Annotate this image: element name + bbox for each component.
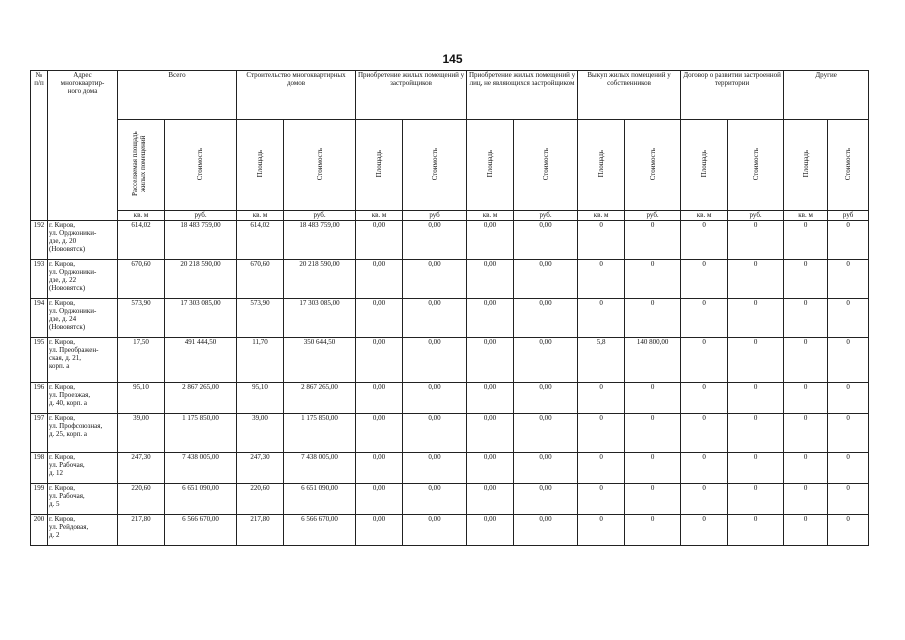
unit-label: руб.	[284, 211, 356, 221]
row-value-cell: 95,10	[118, 383, 165, 414]
row-value-cell: 0	[681, 338, 728, 383]
row-value-cell: 0	[828, 414, 869, 453]
row-value-cell: 0	[728, 414, 784, 453]
row-value-cell: 0,00	[514, 260, 578, 299]
unit-label: кв. м	[467, 211, 514, 221]
row-value-cell: 573,90	[237, 299, 284, 338]
row-value-cell: 0,00	[403, 484, 467, 515]
row-value-cell: 0,00	[403, 383, 467, 414]
row-value-cell: 0,00	[467, 221, 514, 260]
row-address: г. Киров, ул. Профсоюзная, д. 25, корп. а	[48, 414, 118, 453]
resettlement-table	[30, 70, 869, 546]
row-value-cell: 0	[728, 383, 784, 414]
row-value-cell: 0,00	[356, 299, 403, 338]
unit-label: кв. м	[784, 211, 828, 221]
row-value-cell: 0	[784, 484, 828, 515]
row-value-cell: 20 218 590,00	[284, 260, 356, 299]
row-number: 197	[31, 414, 48, 453]
header-group-development-contract: Договор о развитии застроенной территории	[681, 71, 784, 120]
row-value-cell: 614,02	[118, 221, 165, 260]
row-value-cell: 614,02	[237, 221, 284, 260]
subheader-cost: Стоимость	[403, 120, 467, 211]
header-group-other: Другие	[784, 71, 869, 120]
row-value-cell: 0,00	[467, 515, 514, 546]
unit-label: руб.	[514, 211, 578, 221]
row-address: г. Киров, ул. Орджоники- дзе, д. 24 (Нововятск)	[48, 299, 118, 338]
table-row	[31, 383, 869, 414]
row-value-cell: 1 175 850,00	[165, 414, 237, 453]
row-value-cell: 39,00	[237, 414, 284, 453]
row-value-cell: 0,00	[467, 299, 514, 338]
row-value-cell: 491 444,50	[165, 338, 237, 383]
row-value-cell: 39,00	[118, 414, 165, 453]
header-num: № п/п	[31, 71, 48, 221]
row-value-cell: 0	[681, 453, 728, 484]
row-value-cell: 0,00	[514, 453, 578, 484]
row-address: г. Киров, ул. Рабочая, д. 5	[48, 484, 118, 515]
header-group-nondeveloper-purchase: Приобретение жилых помещений у лиц, не являющихся застройщиком	[467, 71, 578, 120]
row-value-cell: 0,00	[356, 338, 403, 383]
row-value-cell: 0,00	[356, 453, 403, 484]
unit-label: кв. м	[237, 211, 284, 221]
row-value-cell: 0,00	[403, 338, 467, 383]
row-value-cell: 0	[828, 299, 869, 338]
row-value-cell: 0	[784, 338, 828, 383]
row-number: 194	[31, 299, 48, 338]
row-value-cell: 0	[828, 221, 869, 260]
row-value-cell: 0,00	[514, 338, 578, 383]
row-value-cell: 0	[728, 299, 784, 338]
row-value-cell: 0	[625, 260, 681, 299]
row-value-cell: 0	[828, 515, 869, 546]
row-value-cell: 0	[625, 515, 681, 546]
row-address: г. Киров, ул. Проезжая, д. 40, корп. а	[48, 383, 118, 414]
row-value-cell: 0,00	[356, 383, 403, 414]
unit-label: руб.	[625, 211, 681, 221]
row-value-cell: 0	[784, 414, 828, 453]
row-address: г. Киров, ул. Рабочая, д. 12	[48, 453, 118, 484]
row-value-cell: 247,30	[237, 453, 284, 484]
row-value-cell: 0	[578, 221, 625, 260]
row-value-cell: 0,00	[356, 221, 403, 260]
row-value-cell: 0,00	[403, 260, 467, 299]
unit-label: кв. м	[118, 211, 165, 221]
row-value-cell: 0,00	[403, 414, 467, 453]
row-value-cell: 0	[681, 299, 728, 338]
row-value-cell: 11,70	[237, 338, 284, 383]
row-value-cell: 220,60	[237, 484, 284, 515]
row-value-cell: 0,00	[514, 414, 578, 453]
row-value-cell: 0	[728, 515, 784, 546]
table-row	[31, 221, 869, 260]
table-row	[31, 299, 869, 338]
row-address: г. Киров, ул. Рейдовая, д. 2	[48, 515, 118, 546]
row-value-cell: 0	[728, 221, 784, 260]
row-value-cell: 0,00	[467, 338, 514, 383]
row-value-cell: 140 800,00	[625, 338, 681, 383]
row-value-cell: 0	[828, 260, 869, 299]
row-value-cell: 217,80	[118, 515, 165, 546]
row-value-cell: 6 651 090,00	[165, 484, 237, 515]
header-address: Адрес многоквартир- ного дома	[48, 71, 118, 221]
row-value-cell: 0	[578, 515, 625, 546]
row-address: г. Киров, ул. Преображен- ская, д. 21, корп. а	[48, 338, 118, 383]
unit-label: руб.	[728, 211, 784, 221]
row-value-cell: 350 644,50	[284, 338, 356, 383]
subheader-area-resettled: Расселяемая площадь жилых помещений	[118, 120, 165, 211]
header-group-buyout: Выкуп жилых помещений у собственников	[578, 71, 681, 120]
unit-label: руб	[403, 211, 467, 221]
unit-label: кв. м	[681, 211, 728, 221]
row-value-cell: 0,00	[467, 484, 514, 515]
row-value-cell: 0,00	[514, 383, 578, 414]
row-value-cell: 0	[625, 383, 681, 414]
row-address: г. Киров, ул. Орджоники- дзе, д. 20 (Нововятск)	[48, 221, 118, 260]
row-value-cell: 0	[728, 484, 784, 515]
row-value-cell: 0	[681, 414, 728, 453]
table-row	[31, 484, 869, 515]
row-value-cell: 0	[728, 453, 784, 484]
row-number: 195	[31, 338, 48, 383]
row-value-cell: 18 483 759,00	[165, 221, 237, 260]
row-value-cell: 0	[828, 383, 869, 414]
subheader-area: Площадь	[784, 120, 828, 211]
row-value-cell: 20 218 590,00	[165, 260, 237, 299]
row-value-cell: 0,00	[403, 515, 467, 546]
row-value-cell: 0	[578, 383, 625, 414]
row-value-cell: 0	[625, 221, 681, 260]
row-value-cell: 17 303 085,00	[284, 299, 356, 338]
row-value-cell: 0	[681, 221, 728, 260]
row-value-cell: 0,00	[356, 515, 403, 546]
subheader-cost: Стоимость	[728, 120, 784, 211]
row-value-cell: 0	[728, 338, 784, 383]
row-value-cell: 0,00	[356, 484, 403, 515]
row-value-cell: 0	[578, 260, 625, 299]
row-value-cell: 0	[578, 453, 625, 484]
row-value-cell: 2 867 265,00	[284, 383, 356, 414]
row-value-cell: 0,00	[514, 484, 578, 515]
subheader-cost: Стоимость	[625, 120, 681, 211]
row-value-cell: 573,90	[118, 299, 165, 338]
row-value-cell: 0	[784, 221, 828, 260]
row-value-cell: 0	[625, 484, 681, 515]
subheader-cost: Стоимость	[514, 120, 578, 211]
row-value-cell: 0	[784, 299, 828, 338]
row-value-cell: 0	[578, 299, 625, 338]
row-value-cell: 18 483 759,00	[284, 221, 356, 260]
row-value-cell: 0	[681, 260, 728, 299]
row-value-cell: 0	[681, 383, 728, 414]
row-value-cell: 0,00	[514, 221, 578, 260]
row-number: 199	[31, 484, 48, 515]
row-value-cell: 0	[828, 484, 869, 515]
row-value-cell: 0,00	[356, 414, 403, 453]
row-value-cell: 0	[784, 515, 828, 546]
row-value-cell: 0	[578, 484, 625, 515]
row-value-cell: 17,50	[118, 338, 165, 383]
row-value-cell: 0	[625, 453, 681, 484]
unit-label: кв. м	[578, 211, 625, 221]
row-value-cell: 0	[784, 383, 828, 414]
row-value-cell: 0,00	[467, 453, 514, 484]
header-group-total: Всего	[118, 71, 237, 120]
row-value-cell: 6 566 670,00	[284, 515, 356, 546]
row-value-cell: 7 438 005,00	[165, 453, 237, 484]
subheader-area: Площадь	[681, 120, 728, 211]
row-value-cell: 0,00	[403, 453, 467, 484]
header-group-construction: Строительство многоквартирных домов	[237, 71, 356, 120]
row-number: 192	[31, 221, 48, 260]
row-value-cell: 0	[681, 484, 728, 515]
row-number: 200	[31, 515, 48, 546]
row-value-cell: 0,00	[514, 299, 578, 338]
row-number: 193	[31, 260, 48, 299]
row-value-cell: 670,60	[237, 260, 284, 299]
row-value-cell: 6 566 670,00	[165, 515, 237, 546]
row-value-cell: 217,80	[237, 515, 284, 546]
row-address: г. Киров, ул. Орджоники- дзе, д. 22 (Нововятск)	[48, 260, 118, 299]
row-value-cell: 0	[784, 453, 828, 484]
row-value-cell: 0,00	[403, 299, 467, 338]
subheader-area: Площадь	[237, 120, 284, 211]
table-row	[31, 338, 869, 383]
row-value-cell: 0	[728, 260, 784, 299]
subheader-area: Площадь	[467, 120, 514, 211]
row-value-cell: 0	[625, 299, 681, 338]
table-row	[31, 260, 869, 299]
row-value-cell: 247,30	[118, 453, 165, 484]
row-value-cell: 6 651 090,00	[284, 484, 356, 515]
row-value-cell: 0,00	[467, 383, 514, 414]
page-number: 145	[442, 52, 463, 66]
row-value-cell: 670,60	[118, 260, 165, 299]
unit-label: руб.	[165, 211, 237, 221]
row-value-cell: 0	[681, 515, 728, 546]
row-number: 196	[31, 383, 48, 414]
subheader-cost: Стоимость	[284, 120, 356, 211]
row-value-cell: 5,8	[578, 338, 625, 383]
unit-label: руб	[828, 211, 869, 221]
header-group-developer-purchase: Приобретение жилых помещений у застройщиков	[356, 71, 467, 120]
row-value-cell: 7 438 005,00	[284, 453, 356, 484]
subheader-area: Площадь	[578, 120, 625, 211]
table-row	[31, 515, 869, 546]
row-value-cell: 0,00	[467, 414, 514, 453]
subheader-cost: Стоимость	[828, 120, 869, 211]
row-value-cell: 0,00	[467, 260, 514, 299]
row-value-cell: 95,10	[237, 383, 284, 414]
row-value-cell: 1 175 850,00	[284, 414, 356, 453]
row-value-cell: 220,60	[118, 484, 165, 515]
row-value-cell: 17 303 085,00	[165, 299, 237, 338]
row-value-cell: 0	[625, 414, 681, 453]
row-value-cell: 0	[784, 260, 828, 299]
row-value-cell: 0	[828, 338, 869, 383]
row-value-cell: 2 867 265,00	[165, 383, 237, 414]
subheader-cost: Стоимость	[165, 120, 237, 211]
row-value-cell: 0,00	[356, 260, 403, 299]
row-number: 198	[31, 453, 48, 484]
subheader-area: Площадь	[356, 120, 403, 211]
row-value-cell: 0,00	[514, 515, 578, 546]
table-row	[31, 414, 869, 453]
row-value-cell: 0,00	[403, 221, 467, 260]
row-value-cell: 0	[828, 453, 869, 484]
unit-label: кв. м	[356, 211, 403, 221]
table-row	[31, 453, 869, 484]
row-value-cell: 0	[578, 414, 625, 453]
